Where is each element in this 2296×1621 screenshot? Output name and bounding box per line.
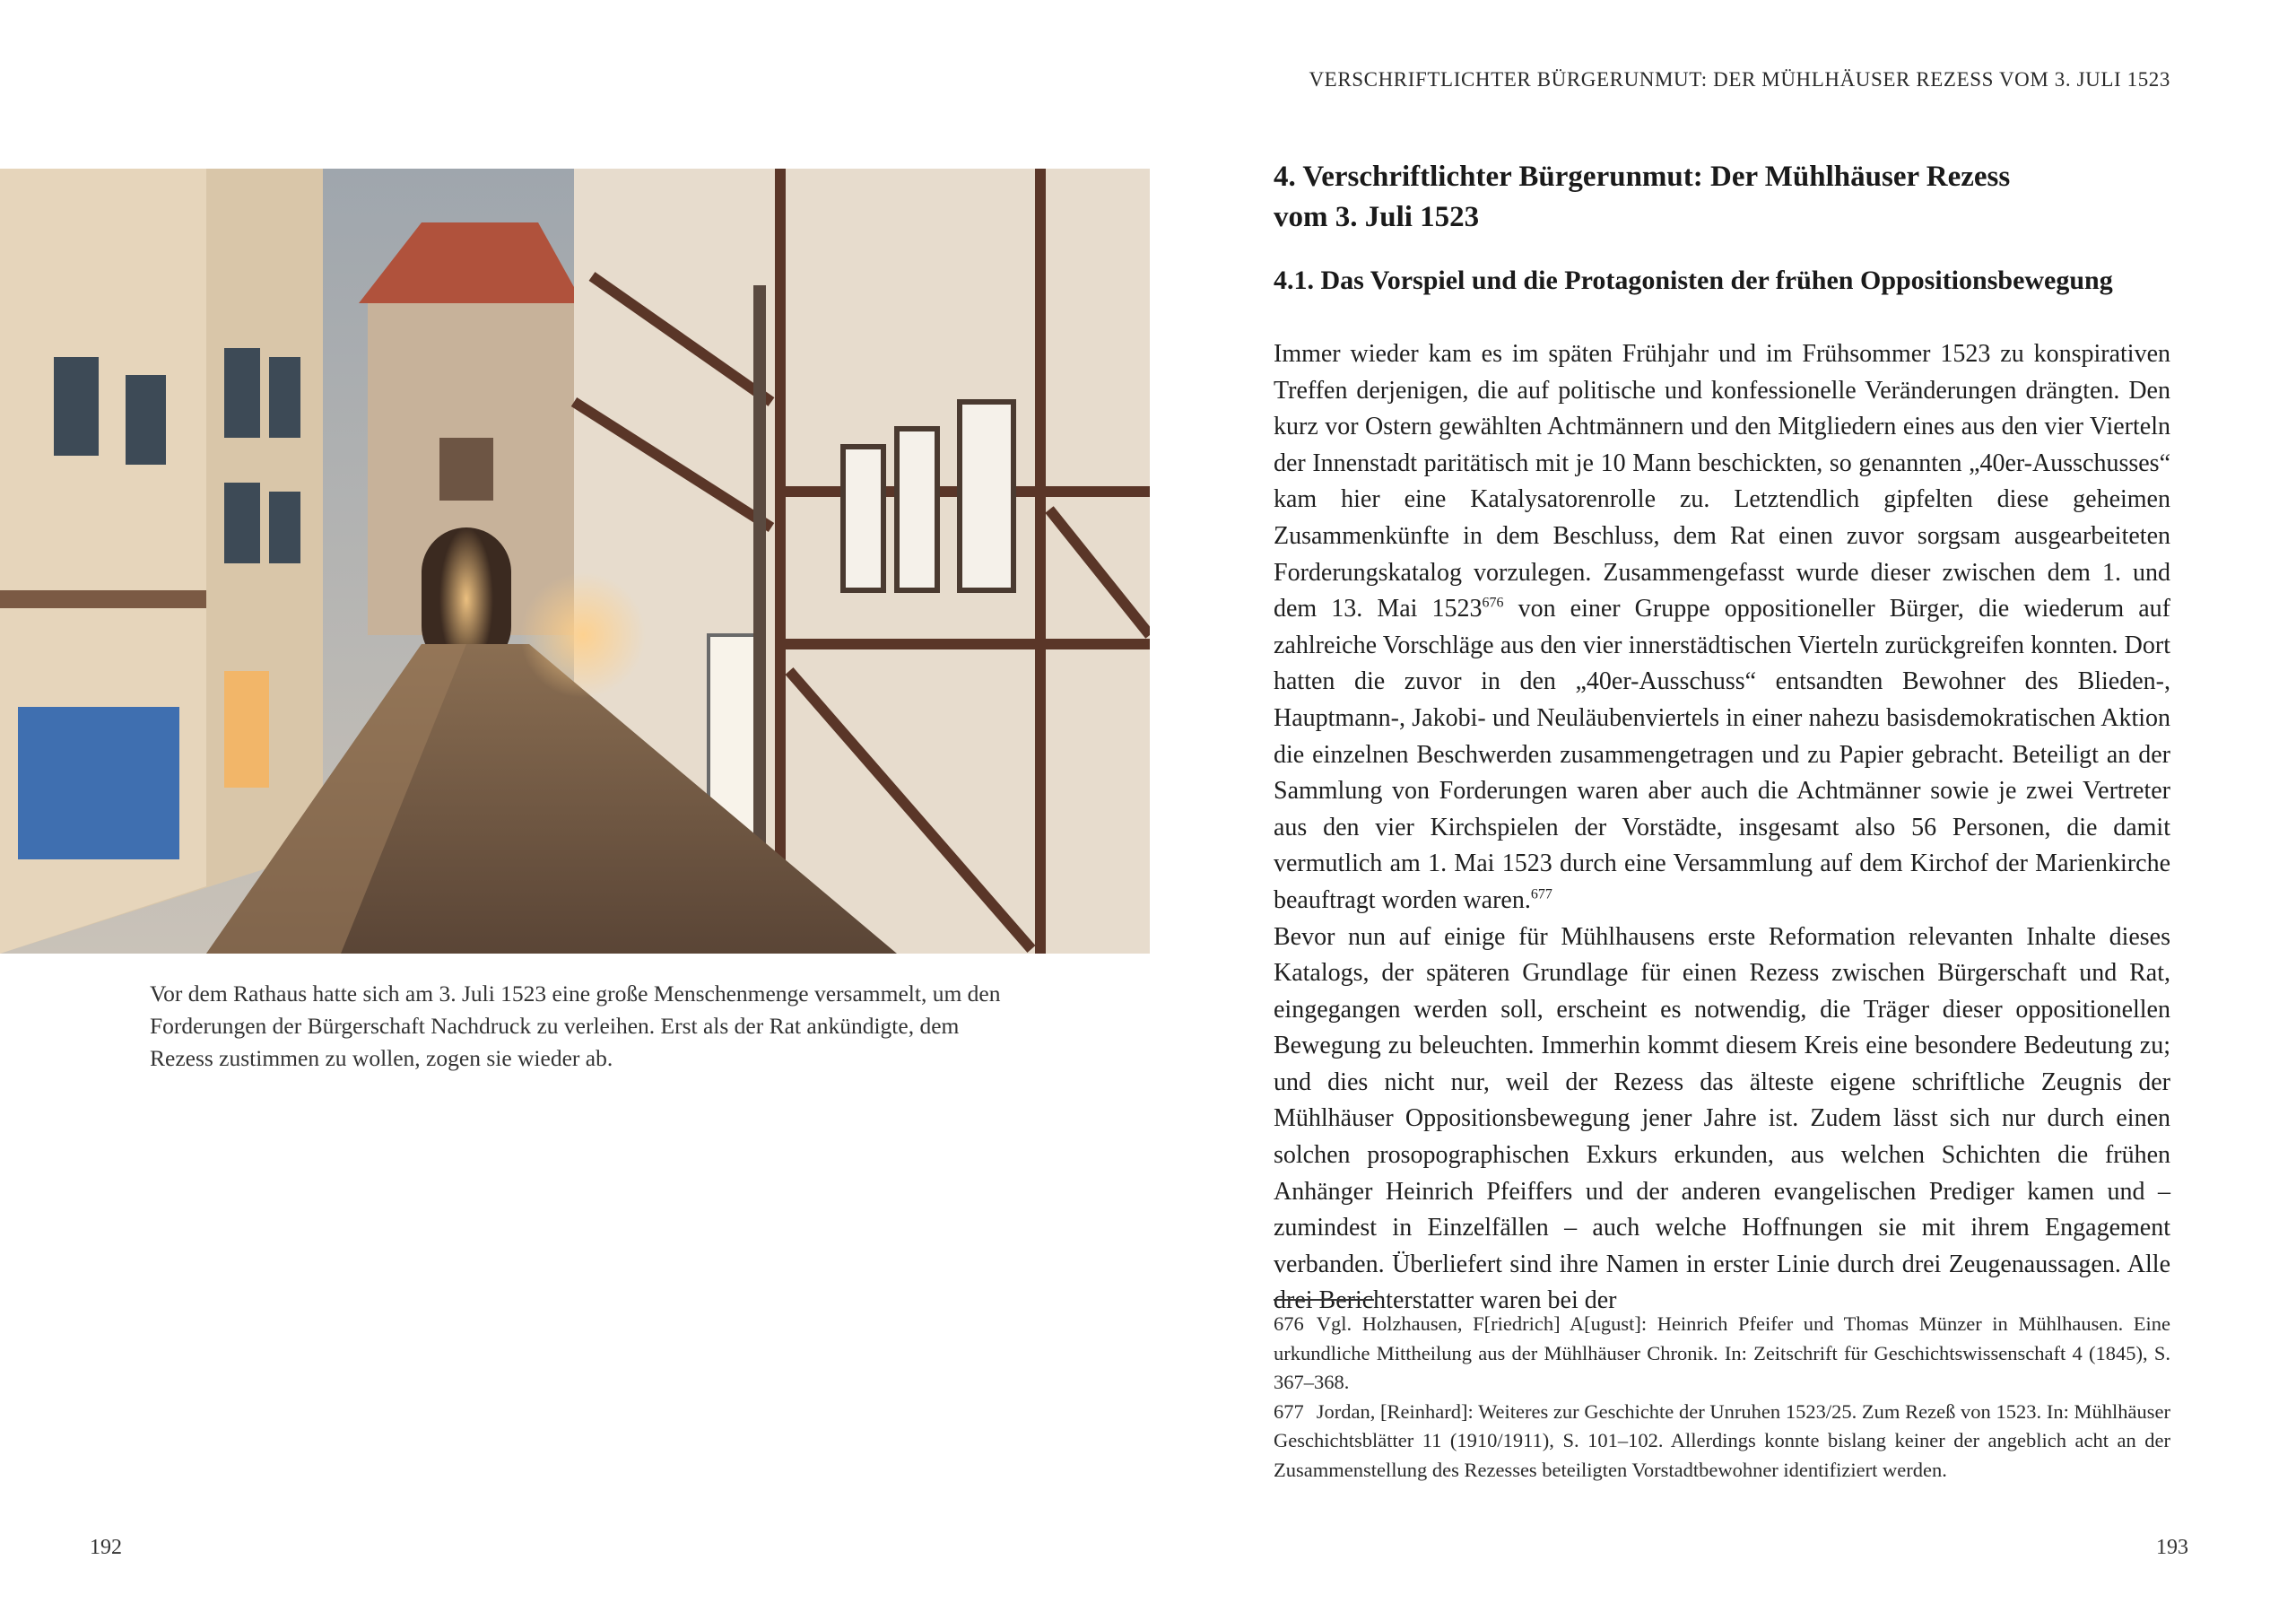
caption-line: Rezess zustimmen zu wollen, zogen sie wieder ab. — [150, 1045, 613, 1071]
footnote-ref[interactable]: 677 — [1530, 886, 1552, 902]
footnotes — [1274, 1310, 2170, 1485]
paragraph — [1274, 336, 2170, 919]
footnote-ref[interactable]: 676 — [1482, 595, 1504, 611]
running-head: VERSCHRIFTLICHTER BÜRGERUNMUT: DER MÜHLHÄUSER REZESS VOM 3. JULI 1523 — [1309, 68, 2170, 91]
photo-caption — [150, 978, 1047, 1075]
chapter-heading — [1274, 157, 2179, 238]
chapter-heading-line: 4. Verschriftlichter Bürgerunmut: Der Mühlhäuser Rezess — [1274, 161, 2011, 193]
footnote-separator — [1274, 1299, 1374, 1301]
footnote-number: 677 — [1274, 1399, 1304, 1423]
footnote-text: Jordan, [Reinhard]: Weiteres zur Geschichte der Unruhen 1523/25. Zum Rezeß von 1523. In: Mühlhäuser Geschichtsblätter 11 (1910/1911), S. 101–102. Allerdings konnte bislang keiner der angeblich acht an der Zusammenstellung des Rezesses beteiligten Vorstadtbewohner identifiziert werden. — [1274, 1399, 2170, 1481]
caption-line: Vor dem Rathaus hatte sich am 3. Juli 1523 eine große Menschenmenge versammelt, um den — [150, 980, 1001, 1007]
section-heading: 4.1. Das Vorspiel und die Protagonisten der frühen Oppositionsbewegung — [1274, 266, 2113, 295]
street-photo-illustration — [0, 169, 1150, 954]
street-photo — [0, 169, 1150, 954]
footnote-number: 676 — [1274, 1312, 1304, 1335]
footnote — [1274, 1310, 2170, 1398]
paragraph-text: Immer wieder kam es im späten Frühjahr und im Frühsommer 1523 zu konspirativen Treffen derjenigen, die auf politische und konfessionelle Veränderungen drängten. Den kurz vor Ostern gewählten Achtmännern und den Mitgliedern eines aus den vier Vierteln der Innenstadt paritätisch mit je 10 Mann beschickten, so genannten „40er-Ausschusses“ kam hier eine Katalysatorenrolle zu. Letztendlich gipfelten diese geheimen Zusammenkünfte in dem Beschluss, dem Rat einen zuvor sorgsam ausgearbeiteten Forderungskatalog vorzulegen. Zusammengefasst wurde dieser zwischen dem 1. und dem 13. Mai 1523 — [1274, 340, 2170, 623]
footnote — [1274, 1398, 2170, 1486]
paragraph: Bevor nun auf einige für Mühlhausens erste Reformation relevanten Inhalte dieses Katalogs, der späteren Grundlage für einen Rezess zwischen Bürgerschaft und Rat, eingegangen werden soll, erscheint es notwendig, die Träger dieser oppositionellen Bewegung zu beleuchten. Immerhin kommt diesem Kreis eine besondere Bedeutung zu; und dies nicht nur, weil der Rezess das älteste eigene schriftliche Zeugnis der Mühlhäuser Oppositionsbewegung jener Jahre ist. Zudem lässt sich nur durch einen solchen prosopographischen Exkurs erkunden, aus welchen Schichten die frühen Anhänger Heinrich Pfeiffers und der anderen evangelischen Prediger kamen und – zumindest in Einzelfällen – auch welche Hoffnungen sie mit ihrem Engagement verbanden. Überliefert sind ihre Namen in erster Linie durch drei Zeugenaussagen. Alle drei Berichterstatter waren bei der — [1274, 922, 2170, 1315]
paragraph-text: von einer Gruppe oppositioneller Bürger, die wiederum auf zahlreiche Vorschläge aus den vier innerstädtischen Vierteln zurückgreifen konnten. Dort hatten die zuvor in den „40er-Ausschuss“ entsandten Bewohner des Blieden-, Hauptmann-, Jakobi- und Neuläubenviertels in einer nahezu basisdemokratischen Aktion die einzelnen Beschwerden zusammengetragen und zu Papier gebracht. Beteiligt an der Sammlung von Forderungen waren aber auch die Achtmänner sowie je zwei Vertreter aus den vier Kirchspielen der Vorstädte, insgesamt also 56 Personen, die damit vermutlich am 1. Mai 1523 durch eine Versammlung auf dem Kirchof der Marienkirche beauftragt worden waren. — [1274, 595, 2170, 914]
chapter-heading-line: vom 3. Juli 1523 — [1274, 201, 1480, 233]
footnote-text: Vgl. Holzhausen, F[riedrich] A[ugust]: Heinrich Pfeifer und Thomas Münzer in Mühlhausen. Eine urkundliche Mittheilung aus der Mühlhäuser Chronik. In: Zeitschrift für Geschichtswissenschaft 4 (1845), S. 367–368. — [1274, 1312, 2170, 1393]
page-number-right: 193 — [2156, 1536, 2188, 1559]
page-number-left: 192 — [90, 1536, 122, 1559]
body-text — [1274, 336, 2170, 1320]
caption-line: Forderungen der Bürgerschaft Nachdruck zu verleihen. Erst als der Rat ankündigte, dem — [150, 1013, 960, 1039]
